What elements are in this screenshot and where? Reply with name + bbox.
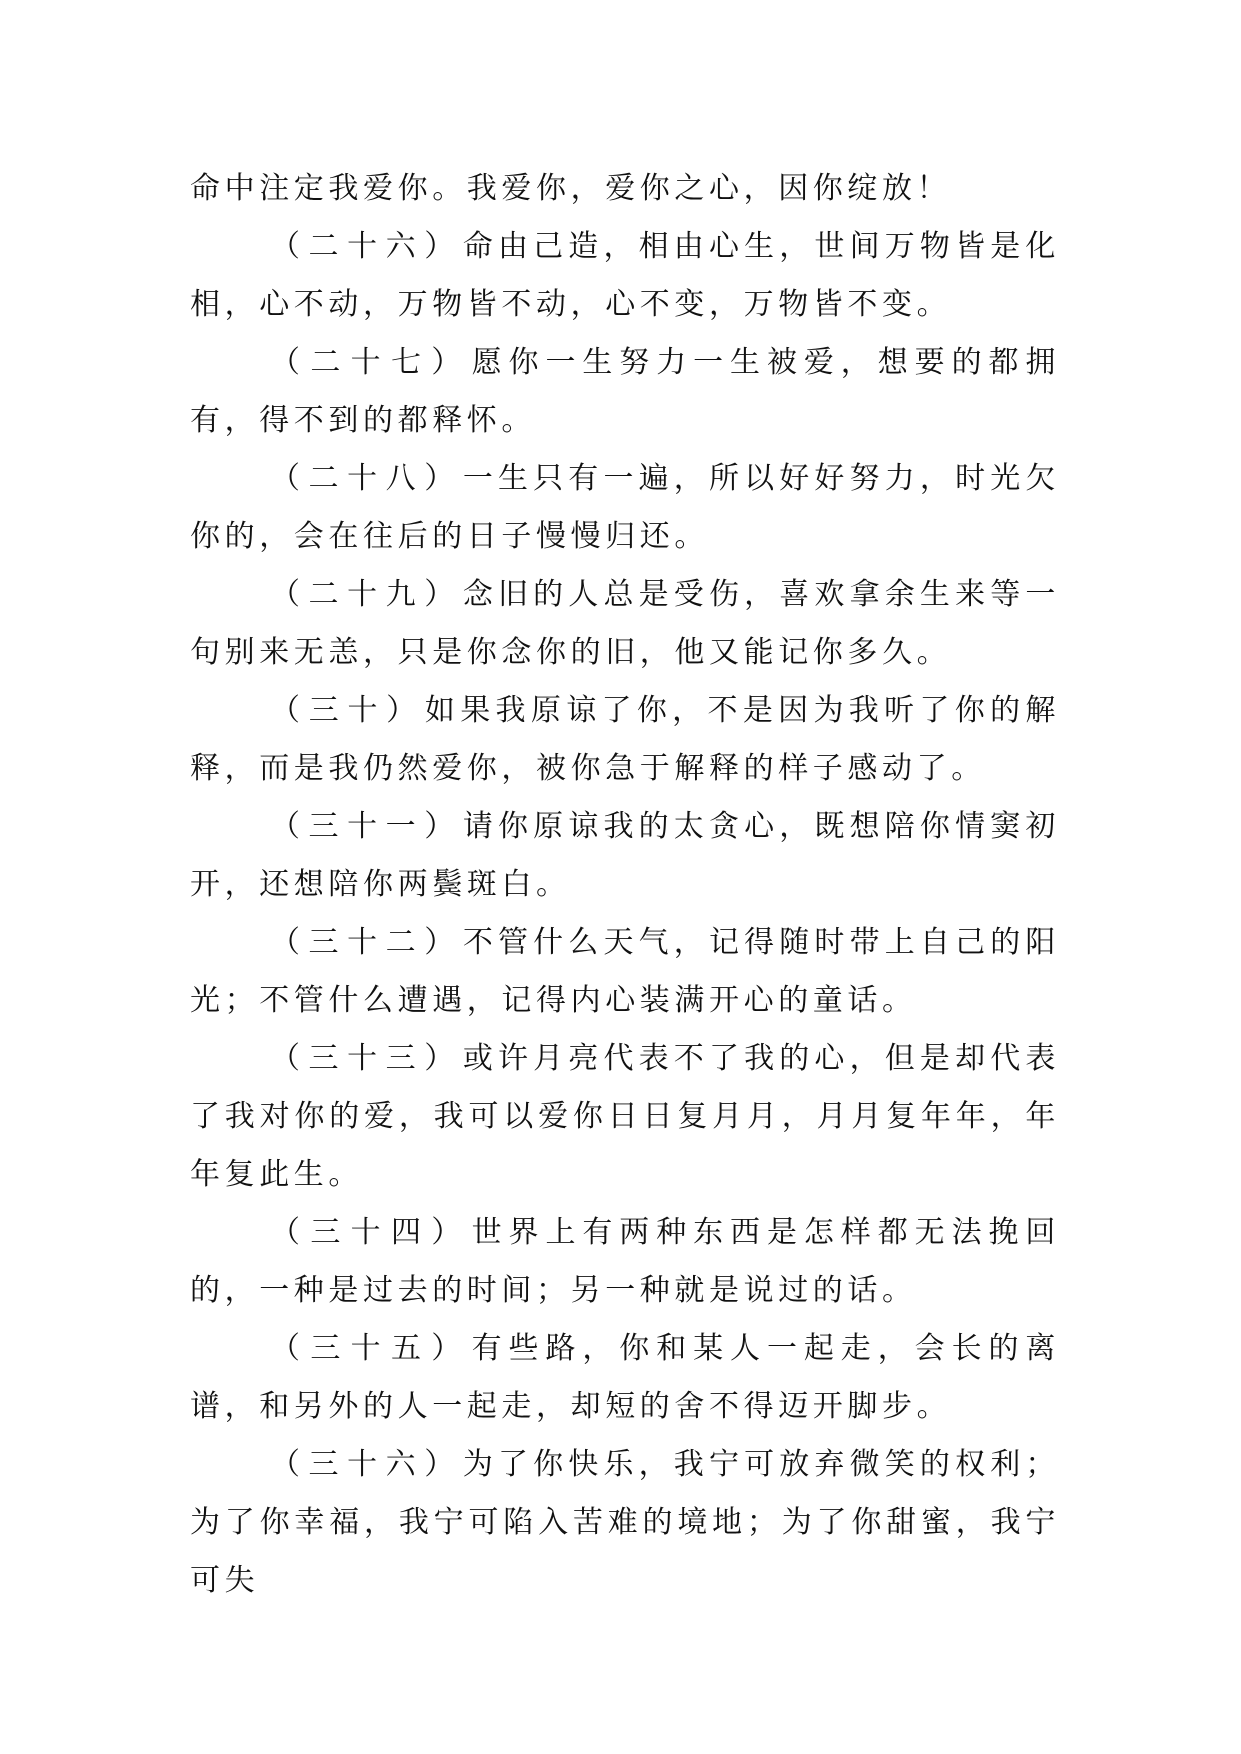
paragraph-number: （二十七） — [270, 345, 472, 380]
paragraph-28 — [190, 450, 1060, 566]
paragraph-text: 愿你一生努力一生被爱，想要的都拥有，得不到的都释怀。 — [190, 345, 1061, 438]
paragraph-number: （三十五） — [270, 1331, 472, 1366]
paragraph-text: 为了你快乐，我宁可放弃微笑的权利；为了你幸福，我宁可陷入苦难的境地；为了你甜蜜，我宁可失 — [190, 1447, 1060, 1598]
paragraph-text: 念旧的人总是受伤，喜欢拿余生来等一句别来无恙，只是你念你的旧，他又能记你多久。 — [190, 577, 1060, 670]
paragraph-text: 如果我原谅了你，不是因为我听了你的解释，而是我仍然爱你，被你急于解释的样子感动了。 — [190, 693, 1061, 786]
paragraph-number: （三十四） — [270, 1215, 472, 1250]
paragraph-number: （二十八） — [270, 461, 463, 496]
paragraph-number: （三十一） — [270, 809, 463, 844]
paragraph-number: （三十） — [270, 693, 425, 728]
paragraph-29 — [190, 566, 1060, 682]
paragraph-continuation — [190, 160, 1060, 218]
paragraph-35 — [190, 1320, 1060, 1436]
paragraph-text: 世界上有两种东西是怎样都无法挽回的，一种是过去的时间；另一种就是说过的话。 — [190, 1215, 1061, 1308]
paragraph-text: 请你原谅我的太贪心，既想陪你情窦初开，还想陪你两鬓斑白。 — [190, 809, 1060, 902]
paragraph-32 — [190, 914, 1060, 1030]
paragraph-33 — [190, 1030, 1060, 1204]
paragraph-30 — [190, 682, 1060, 798]
paragraph-number: （二十六） — [270, 229, 463, 264]
paragraph-number: （三十六） — [270, 1447, 463, 1482]
paragraph-text: 一生只有一遍，所以好好努力，时光欠你的，会在往后的日子慢慢归还。 — [190, 461, 1060, 554]
paragraph-34 — [190, 1204, 1060, 1320]
paragraph-27 — [190, 334, 1060, 450]
paragraph-number: （二十九） — [270, 577, 463, 612]
paragraph-number: （三十二） — [270, 925, 463, 960]
paragraph-text: 不管什么天气，记得随时带上自己的阳光；不管什么遭遇，记得内心装满开心的童话。 — [190, 925, 1060, 1018]
paragraph-text: 命由己造，相由心生，世间万物皆是化相，心不动，万物皆不动，心不变，万物皆不变。 — [190, 229, 1060, 322]
paragraph-text: 有些路，你和某人一起走，会长的离谱，和另外的人一起走，却短的舍不得迈开脚步。 — [190, 1331, 1061, 1424]
paragraph-text: 或许月亮代表不了我的心，但是却代表了我对你的爱，我可以爱你日日复月月，月月复年年，年年复此生。 — [190, 1041, 1060, 1192]
paragraph-text: 命中注定我爱你。我爱你，爱你之心，因你绽放！ — [190, 171, 952, 206]
paragraph-number: （三十三） — [270, 1041, 463, 1076]
paragraph-31 — [190, 798, 1060, 914]
document-body — [190, 160, 1060, 1610]
paragraph-26 — [190, 218, 1060, 334]
paragraph-36 — [190, 1436, 1060, 1610]
